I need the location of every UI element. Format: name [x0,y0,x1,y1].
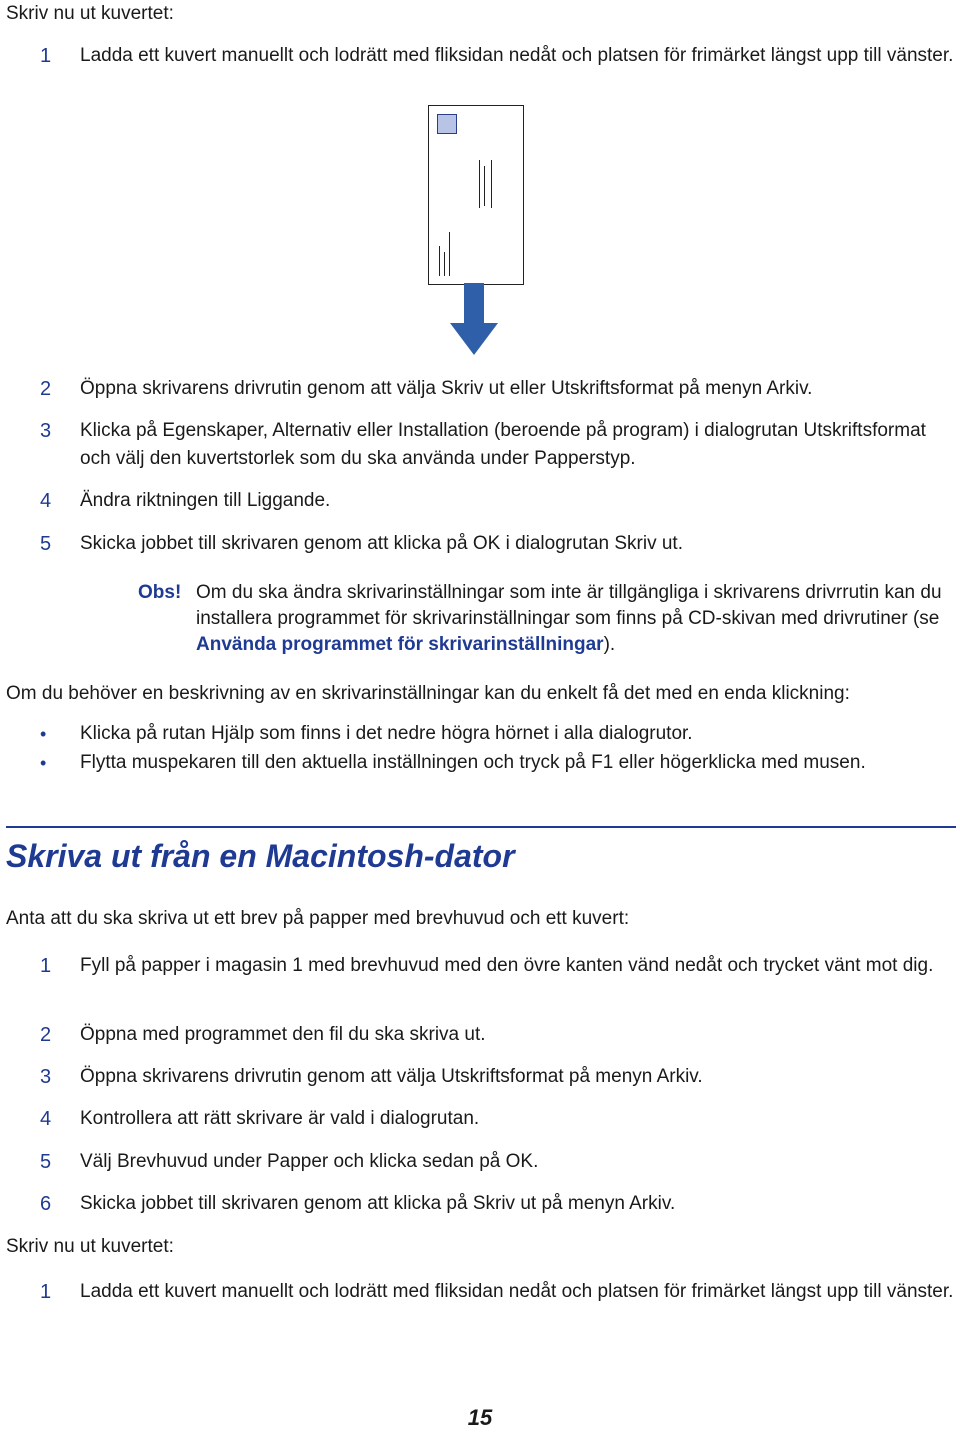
step-number: 1 [40,1281,52,1303]
step-number: 1 [40,955,52,977]
envelope-illustration [428,105,524,285]
step-text: Skicka jobbet till skrivaren genom att klicka på Skriv ut på menyn Arkiv. [80,1193,676,1214]
step-text: Öppna skrivarens drivrutin genom att välja Utskriftsformat på menyn Arkiv. [80,1066,703,1087]
page-number: 15 [467,1405,493,1430]
address-line [491,160,492,208]
note-text: Om du ska ändra skrivarinställningar som inte är tillgängliga i skrivarens drivrrutin kan du installera programmet för skrivarinställningar som finns på CD-skivan med drivrutiner (se Använda programmet för skrivarinställningar). [196,582,942,655]
step-number: 2 [40,378,52,400]
step-text: Skicka jobbet till skrivaren genom att klicka på OK i dialogrutan Skriv ut. [80,533,683,554]
help-intro: Om du behöver en beskrivning av en skrivarinställningar kan du enkelt få det med en enda klickning: [6,683,850,704]
step-text: Kontrollera att rätt skrivare är vald i dialogrutan. [80,1108,480,1129]
bullet-icon: • [40,753,47,773]
step-number: 6 [40,1193,52,1215]
step-number: 1 [40,45,52,67]
note-box [138,580,958,655]
bullet-icon: • [40,724,47,744]
intro-text: Skriv nu ut kuvertet: [6,3,174,24]
step-number: 2 [40,1024,52,1046]
mac-intro: Anta att du ska skriva ut ett brev på papper med brevhuvud och ett kuvert: [6,908,630,929]
section-title: Skriva ut från en Macintosh-dator [6,838,515,874]
address-line [479,160,480,208]
step-text: Öppna med programmet den fil du ska skriva ut. [80,1024,486,1045]
step-number: 3 [40,420,52,442]
link-printer-settings[interactable]: Använda programmet för skrivarinställningar [196,634,604,655]
intro-text: Skriv nu ut kuvertet: [6,1236,174,1257]
address-line [484,166,485,206]
step-number: 5 [40,1151,52,1173]
step-text: Öppna skrivarens drivrutin genom att välja Skriv ut eller Utskriftsformat på menyn Arkiv. [80,378,813,399]
step-number: 5 [40,533,52,555]
return-address-line [449,232,450,276]
step-number: 4 [40,1108,52,1130]
arrow-down-icon [450,283,498,355]
step-number: 4 [40,490,52,512]
step-number: 3 [40,1066,52,1088]
note-label: Obs! [138,582,182,603]
step-text: Fyll på papper i magasin 1 med brevhuvud med den övre kanten vänd nedåt och trycket vänt mot dig. [80,955,934,976]
step-text: Ändra riktningen till Liggande. [80,490,331,511]
step-text: Ladda ett kuvert manuellt och lodrätt med fliksidan nedåt och platsen för frimärket längst upp till vänster. [80,45,954,66]
stamp-icon [437,114,457,134]
return-address-line [444,252,445,276]
step-text: Välj Brevhuvud under Papper och klicka sedan på OK. [80,1151,539,1172]
section-divider [6,826,956,828]
step-text: Klicka på Egenskaper, Alternativ eller Installation (beroende på program) i dialogrutan Utskriftsformat och välj den kuvertstorlek som du ska använda under Papperstyp. [80,420,926,469]
return-address-line [439,246,440,276]
step-text: Ladda ett kuvert manuellt och lodrätt med fliksidan nedåt och platsen för frimärket längst upp till vänster. [80,1281,954,1302]
